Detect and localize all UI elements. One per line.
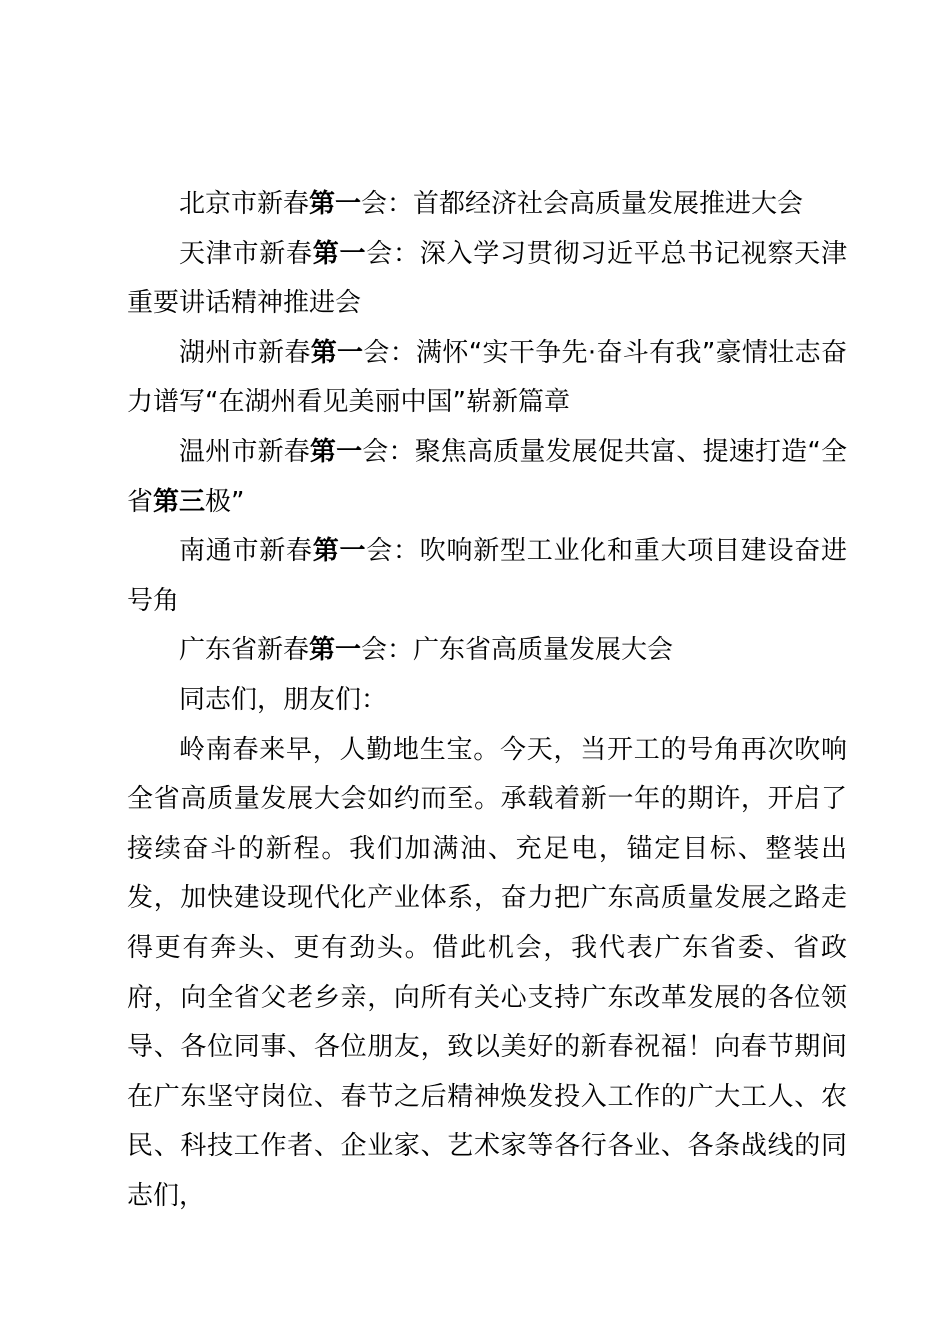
headline-suffix: 会：满怀“实干争先·奋斗有我”豪情壮志奋力谱写“在湖州看见美丽中国”崭新篇章	[127, 337, 847, 418]
headline-prefix: 湖州市新春	[179, 337, 311, 368]
body-paragraph: 岭南春来早，人勤地生宝。今天，当开工的号角再次吹响全省高质量发展大会如约而至。承载着新一年的期许，开启了接续奋斗的新程。我们加满油、充足电，锚定目标、整装出发，加快建设现代化产业体系，奋力把广东高质量发展之路走得更有奔头、更有劲头。借此机会，我代表广东省委、省政府，向全省父老乡亲，向所有关心支持广东改革发展的各位领导、各位同事、各位朋友，致以美好的新春祝福！向春节期间在广东坚守岗位、春节之后精神焕发投入工作的广大工人、农民、科技工作者、企业家、艺术家等各行各业、各条战线的同志们，	[127, 734, 847, 1211]
headline-bold: 第一	[312, 536, 367, 567]
headline-bold: 第一	[309, 635, 362, 666]
headline-bold-2: 第三	[153, 486, 206, 517]
headline-bold: 第一	[309, 436, 363, 467]
headline-bold: 第一	[309, 189, 362, 219]
headline-prefix: 温州市新春	[179, 436, 310, 467]
headline-huzhou	[127, 329, 847, 428]
headline-nantong	[127, 527, 847, 626]
document-body	[127, 180, 847, 1221]
greeting: 同志们，朋友们：	[179, 684, 388, 715]
headline-tianjin	[127, 230, 847, 329]
headline-suffix: 会：深入学习贯彻习近平总书记视察天津重要讲话精神推进会	[127, 238, 847, 319]
headline-bold: 第一	[310, 337, 364, 368]
headline-guangdong	[127, 626, 847, 676]
headline-bold: 第一	[312, 238, 367, 269]
headline-wenzhou	[127, 428, 847, 527]
headline-prefix: 北京市新春	[179, 189, 310, 219]
headline-suffix-2: 极”	[205, 486, 245, 517]
headline-prefix: 广东省新春	[179, 635, 310, 666]
headline-prefix: 南通市新春	[179, 536, 313, 567]
headline-suffix: 会：吹响新型工业化和重大项目建设奋进号角	[127, 536, 847, 616]
headline-suffix: 会：聚焦高质量发展促共富、提速打造“全省	[127, 436, 847, 517]
headline-prefix: 天津市新春	[179, 238, 313, 269]
headline-suffix: 会：首都经济社会高质量发展推进大会	[361, 189, 804, 219]
headline-suffix: 会：广东省高质量发展大会	[361, 635, 674, 666]
headline-beijing	[127, 180, 847, 230]
